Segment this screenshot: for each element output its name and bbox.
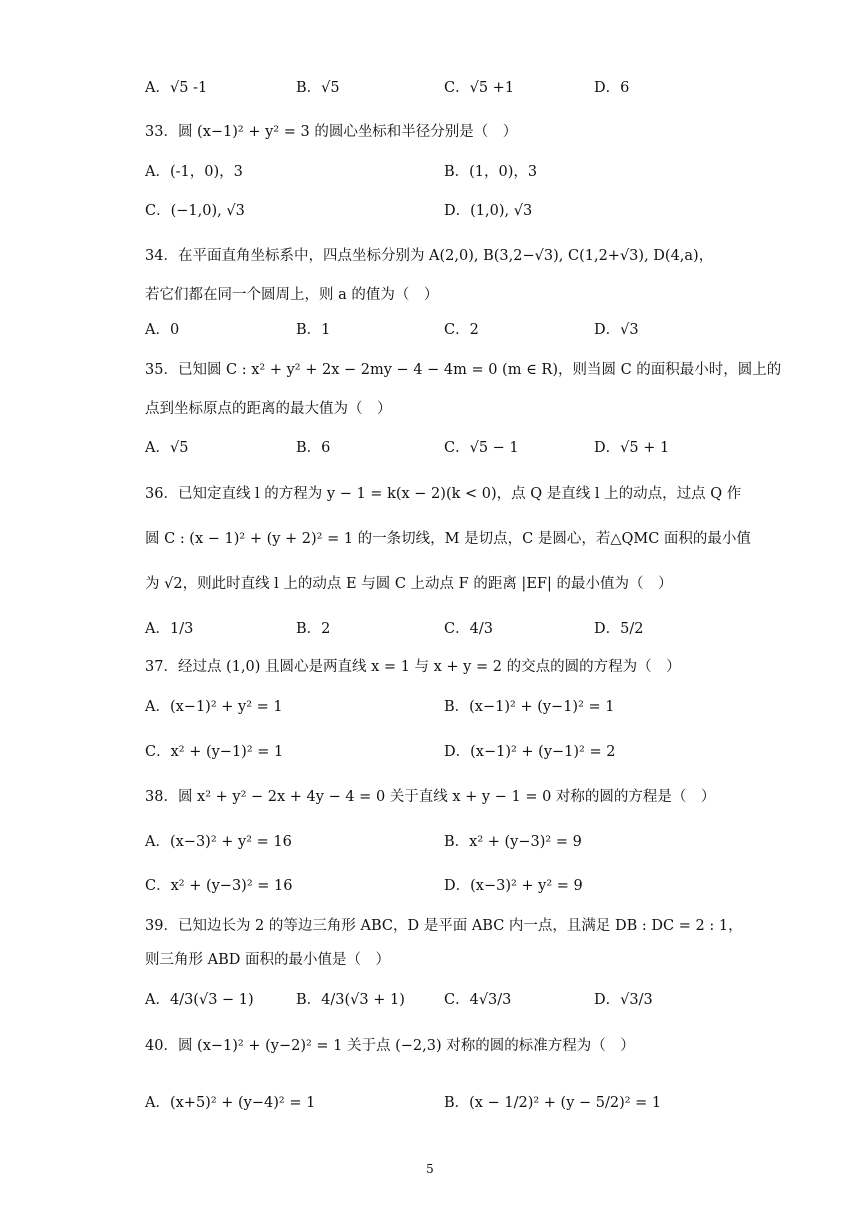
q39-option-b: B．4/3(√3 + 1) [296,992,405,1008]
q36-option-a: A．1/3 [145,621,194,637]
q34-option-a: A．0 [145,322,180,338]
question-33-stem: 33．圆 (x−1)² + y² = 3 的圆心坐标和半径分别是（ ） [145,124,518,140]
q38-option-d: D．(x−3)² + y² = 9 [444,878,583,894]
q35-option-b: B．6 [296,440,331,456]
question-40-stem: 40．圆 (x−1)² + (y−2)² = 1 关于点 (−2,3) 对称的圆的标准方程为（ ） [145,1038,635,1054]
question-34-stem-line2: 若它们都在同一个圆周上，则 a 的值为（ ） [145,287,439,303]
q39-option-c: C．4√3/3 [444,992,512,1008]
option-a: A．√5 -1 [145,80,208,96]
question-38-stem: 38．圆 x² + y² − 2x + 4y − 4 = 0 关于直线 x + y − 1 = 0 对称的圆的方程是（ ） [145,789,716,805]
q39-option-d: D．√3/3 [594,992,653,1008]
q33-option-d: D．(1,0), √3 [444,203,533,219]
q40-option-a: A．(x+5)² + (y−4)² = 1 [145,1095,316,1111]
q37-option-c: C．x² + (y−1)² = 1 [145,744,284,760]
q36-option-b: B．2 [296,621,331,637]
q37-option-d: D．(x−1)² + (y−1)² = 2 [444,744,616,760]
q39-option-a: A．4/3(√3 − 1) [145,992,254,1008]
question-35-stem-line1: 35．已知圆 C : x² + y² + 2x − 2my − 4 − 4m = 0 (m ∈ R)，则当圆 C 的面积最小时，圆上的 [145,362,782,378]
q38-option-a: A．(x−3)² + y² = 16 [145,834,292,850]
question-39-stem-line2: 则三角形 ABD 面积的最小值是（ ） [145,952,390,968]
question-37-stem: 37．经过点 (1,0) 且圆心是两直线 x = 1 与 x + y = 2 的交点的圆的方程为（ ） [145,659,681,675]
q40-option-b: B．(x − 1/2)² + (y − 5/2)² = 1 [444,1095,662,1111]
option-b: B．√5 [296,80,340,96]
q37-option-a: A．(x−1)² + y² = 1 [145,699,283,715]
question-36-stem-line1: 36．已知定直线 l 的方程为 y − 1 = k(x − 2)(k < 0)，点 Q 是直线 l 上的动点，过点 Q 作 [145,486,742,502]
q38-option-b: B．x² + (y−3)² = 9 [444,834,582,850]
page-number: 5 [426,1162,434,1176]
question-34-stem-line1: 34．在平面直角坐标系中，四点坐标分别为 A(2,0), B(3,2−√3), C(1,2+√3), D(4,a)， [145,248,714,264]
q33-option-b: B．(1，0)，3 [444,164,538,180]
question-39-stem-line1: 39．已知边长为 2 的等边三角形 ABC，D 是平面 ABC 内一点，且满足 DB : DC = 2 : 1， [145,918,743,934]
q38-option-c: C．x² + (y−3)² = 16 [145,878,293,894]
question-35-stem-line2: 点到坐标原点的距离的最大值为（ ） [145,401,392,417]
q34-option-b: B．1 [296,322,331,338]
option-c: C．√5 +1 [444,80,515,96]
q36-option-c: C．4/3 [444,621,493,637]
q34-option-d: D．√3 [594,322,639,338]
question-36-stem-line2: 圆 C : (x − 1)² + (y + 2)² = 1 的一条切线，M 是切点，C 是圆心，若△QMC 面积的最小值 [145,531,751,547]
q34-option-c: C．2 [444,322,479,338]
option-d: D．6 [594,80,630,96]
question-36-stem-line3: 为 √2，则此时直线 l 上的动点 E 与圆 C 上动点 F 的距离 |EF| 的最小值为（ ） [145,576,673,592]
q37-option-b: B．(x−1)² + (y−1)² = 1 [444,699,615,715]
q35-option-d: D．√5 + 1 [594,440,670,456]
q35-option-c: C．√5 − 1 [444,440,519,456]
q33-option-a: A．(-1，0)，3 [145,164,243,180]
q36-option-d: D．5/2 [594,621,644,637]
q35-option-a: A．√5 [145,440,189,456]
q33-option-c: C．(−1,0), √3 [145,203,245,219]
